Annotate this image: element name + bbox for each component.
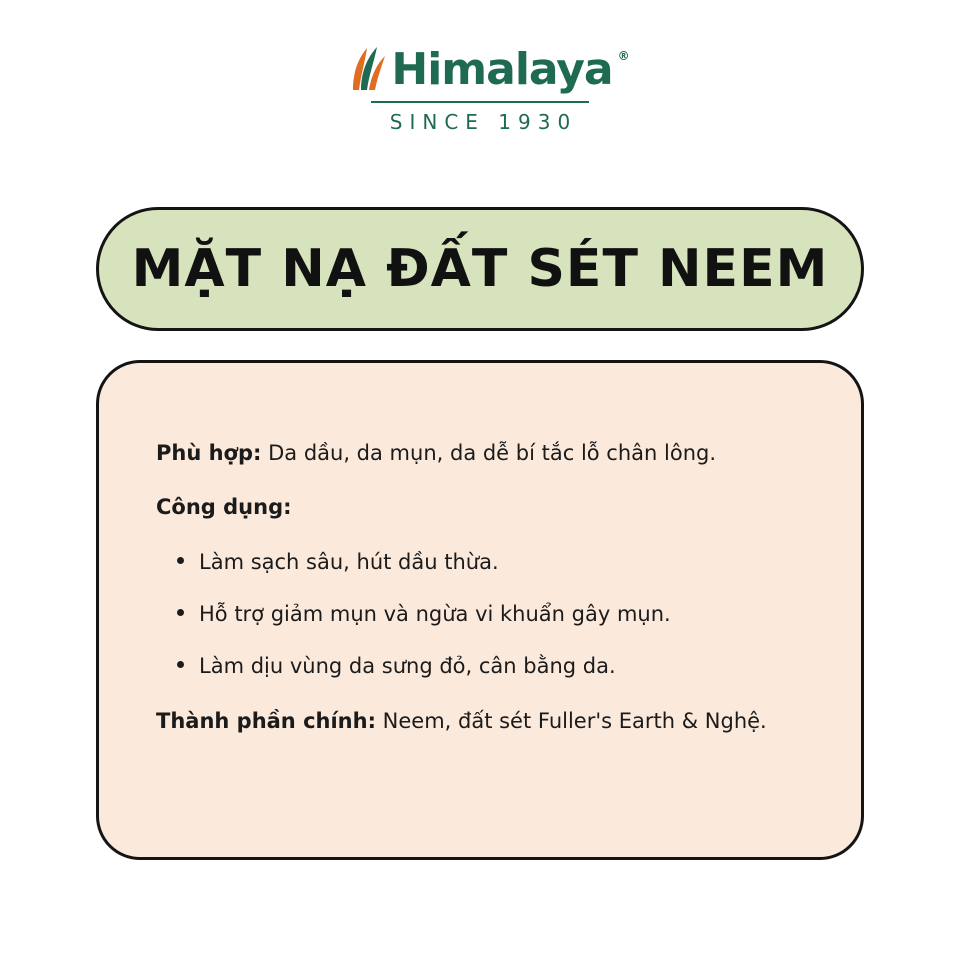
list-item bbox=[199, 652, 809, 680]
brand-tagline: SINCE 1930 bbox=[389, 110, 578, 134]
list-item bbox=[199, 548, 809, 576]
brand-logo bbox=[0, 44, 960, 134]
brand-name: Himalaya bbox=[391, 44, 613, 95]
suitable-for-line bbox=[151, 439, 809, 467]
himalaya-leaf-icon bbox=[347, 44, 387, 92]
registered-trademark-icon: ® bbox=[617, 49, 629, 63]
ingredients-label: Thành phần chính: bbox=[156, 708, 376, 733]
suitable-for-label: Phù hợp: bbox=[156, 441, 262, 465]
benefits-list bbox=[151, 548, 809, 681]
list-item-label: Làm sạch sâu, hút dầu thừa. bbox=[199, 549, 499, 574]
suitable-for-value: Da dầu, da mụn, da dễ bí tắc lỗ chân lông. bbox=[268, 441, 717, 465]
product-details-card bbox=[96, 360, 864, 860]
bullet-icon bbox=[177, 609, 184, 616]
list-item bbox=[199, 600, 809, 628]
brand-wordmark bbox=[347, 44, 629, 95]
ingredients-line bbox=[151, 707, 809, 735]
benefits-heading bbox=[151, 493, 809, 521]
bullet-icon bbox=[177, 661, 184, 668]
product-title-banner bbox=[96, 207, 864, 331]
brand-divider bbox=[371, 101, 589, 103]
list-item-label: Hỗ trợ giảm mụn và ngừa vi khuẩn gây mụn. bbox=[199, 602, 671, 627]
ingredients-value: Neem, đất sét Fuller's Earth & Nghệ. bbox=[382, 708, 767, 733]
bullet-icon bbox=[177, 557, 184, 564]
page-title: MẶT NẠ ĐẤT SÉT NEEM bbox=[131, 239, 829, 299]
list-item-label: Làm dịu vùng da sưng đỏ, cân bằng da. bbox=[199, 654, 616, 679]
benefits-label: Công dụng: bbox=[156, 495, 292, 520]
